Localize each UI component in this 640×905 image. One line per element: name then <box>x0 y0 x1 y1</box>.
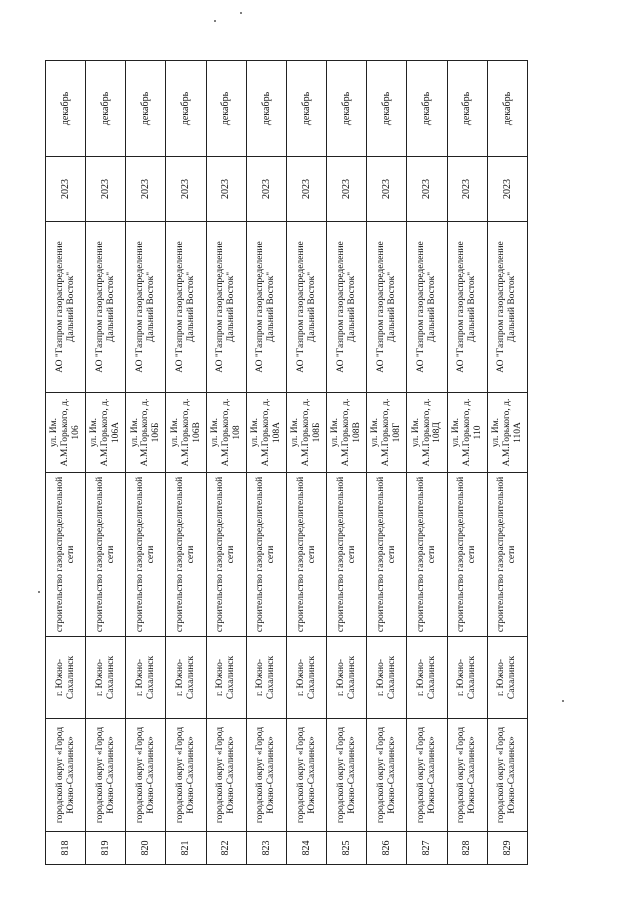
cell-company: АО "Газпром газораспределение Дальний Восток" <box>166 222 206 393</box>
cell-number: 827 <box>407 832 447 865</box>
cell-address: ул. Им. А.М.Горького, д. 108В <box>327 393 367 473</box>
table-row <box>447 61 487 865</box>
cell-month: декабрь <box>46 61 86 157</box>
cell-work-type: строительство газораспределительной сети <box>487 473 527 637</box>
cell-city: г. Южно-Сахалинск <box>367 637 407 719</box>
table-body <box>46 61 528 865</box>
cell-year: 2023 <box>286 157 326 222</box>
table-row <box>407 61 447 865</box>
cell-company: АО "Газпром газораспределение Дальний Восток" <box>447 222 487 393</box>
cell-work-type: строительство газораспределительной сети <box>447 473 487 637</box>
cell-number: 829 <box>487 832 527 865</box>
gasification-schedule-table <box>45 60 528 865</box>
cell-company: АО "Газпром газораспределение Дальний Восток" <box>327 222 367 393</box>
cell-number: 822 <box>206 832 246 865</box>
cell-address: ул. Им. А.М.Горького, д. 106 <box>46 393 86 473</box>
cell-city: г. Южно-Сахалинск <box>86 637 126 719</box>
cell-address: ул. Им. А.М.Горького, д. 110 <box>447 393 487 473</box>
cell-municipality: городской округ «Город Южно-Сахалинск» <box>206 719 246 832</box>
table-row <box>246 61 286 865</box>
cell-year: 2023 <box>86 157 126 222</box>
cell-year: 2023 <box>407 157 447 222</box>
cell-month: декабрь <box>126 61 166 157</box>
cell-month: декабрь <box>487 61 527 157</box>
cell-municipality: городской округ «Город Южно-Сахалинск» <box>447 719 487 832</box>
cell-company: АО "Газпром газораспределение Дальний Восток" <box>86 222 126 393</box>
cell-address: ул. Им. А.М.Горького, д. 108Д <box>407 393 447 473</box>
scan-speck <box>214 20 216 22</box>
cell-month: декабрь <box>286 61 326 157</box>
cell-work-type: строительство газораспределительной сети <box>206 473 246 637</box>
cell-year: 2023 <box>166 157 206 222</box>
scan-speck <box>562 700 564 702</box>
cell-month: декабрь <box>206 61 246 157</box>
cell-month: декабрь <box>166 61 206 157</box>
table-row <box>286 61 326 865</box>
table-row <box>166 61 206 865</box>
cell-company: АО "Газпром газораспределение Дальний Восток" <box>367 222 407 393</box>
cell-number: 820 <box>126 832 166 865</box>
cell-month: декабрь <box>246 61 286 157</box>
cell-work-type: строительство газораспределительной сети <box>126 473 166 637</box>
cell-municipality: городской округ «Город Южно-Сахалинск» <box>246 719 286 832</box>
rotated-page-content <box>45 61 528 865</box>
cell-city: г. Южно-Сахалинск <box>126 637 166 719</box>
cell-year: 2023 <box>46 157 86 222</box>
cell-city: г. Южно-Сахалинск <box>407 637 447 719</box>
cell-municipality: городской округ «Город Южно-Сахалинск» <box>367 719 407 832</box>
table-row <box>46 61 86 865</box>
cell-number: 828 <box>447 832 487 865</box>
table-row <box>86 61 126 865</box>
cell-municipality: городской округ «Город Южно-Сахалинск» <box>487 719 527 832</box>
cell-work-type: строительство газораспределительной сети <box>407 473 447 637</box>
table-row <box>367 61 407 865</box>
cell-number: 819 <box>86 832 126 865</box>
cell-work-type: строительство газораспределительной сети <box>246 473 286 637</box>
cell-number: 823 <box>246 832 286 865</box>
cell-work-type: строительство газораспределительной сети <box>367 473 407 637</box>
cell-year: 2023 <box>447 157 487 222</box>
table-row <box>126 61 166 865</box>
cell-month: декабрь <box>86 61 126 157</box>
cell-city: г. Южно-Сахалинск <box>487 637 527 719</box>
cell-company: АО "Газпром газораспределение Дальний Восток" <box>246 222 286 393</box>
cell-work-type: строительство газораспределительной сети <box>46 473 86 637</box>
cell-municipality: городской округ «Город Южно-Сахалинск» <box>407 719 447 832</box>
cell-municipality: городской округ «Город Южно-Сахалинск» <box>327 719 367 832</box>
cell-city: г. Южно-Сахалинск <box>447 637 487 719</box>
cell-address: ул. Им. А.М.Горького, д. 108 <box>206 393 246 473</box>
cell-municipality: городской округ «Город Южно-Сахалинск» <box>126 719 166 832</box>
cell-work-type: строительство газораспределительной сети <box>327 473 367 637</box>
cell-year: 2023 <box>126 157 166 222</box>
cell-company: АО "Газпром газораспределение Дальний Восток" <box>487 222 527 393</box>
cell-address: ул. Им. А.М.Горького, д. 108А <box>246 393 286 473</box>
cell-city: г. Южно-Сахалинск <box>206 637 246 719</box>
cell-year: 2023 <box>246 157 286 222</box>
cell-month: декабрь <box>327 61 367 157</box>
cell-company: АО "Газпром газораспределение Дальний Восток" <box>46 222 86 393</box>
cell-address: ул. Им. А.М.Горького, д. 106А <box>86 393 126 473</box>
cell-year: 2023 <box>487 157 527 222</box>
cell-municipality: городской округ «Город Южно-Сахалинск» <box>286 719 326 832</box>
cell-number: 818 <box>46 832 86 865</box>
cell-address: ул. Им. А.М.Горького, д. 106Б <box>126 393 166 473</box>
cell-work-type: строительство газораспределительной сети <box>166 473 206 637</box>
table-row <box>206 61 246 865</box>
cell-company: АО "Газпром газораспределение Дальний Восток" <box>286 222 326 393</box>
cell-municipality: городской округ «Город Южно-Сахалинск» <box>86 719 126 832</box>
cell-address: ул. Им. А.М.Горького, д. 108Г <box>367 393 407 473</box>
cell-work-type: строительство газораспределительной сети <box>286 473 326 637</box>
cell-number: 821 <box>166 832 206 865</box>
cell-company: АО "Газпром газораспределение Дальний Восток" <box>126 222 166 393</box>
table-row <box>487 61 527 865</box>
cell-year: 2023 <box>367 157 407 222</box>
cell-company: АО "Газпром газораспределение Дальний Восток" <box>206 222 246 393</box>
cell-work-type: строительство газораспределительной сети <box>86 473 126 637</box>
cell-month: декабрь <box>407 61 447 157</box>
scan-speck <box>240 12 242 14</box>
cell-address: ул. Им. А.М.Горького, д. 108Б <box>286 393 326 473</box>
cell-city: г. Южно-Сахалинск <box>286 637 326 719</box>
cell-number: 826 <box>367 832 407 865</box>
cell-city: г. Южно-Сахалинск <box>246 637 286 719</box>
cell-city: г. Южно-Сахалинск <box>46 637 86 719</box>
cell-city: г. Южно-Сахалинск <box>327 637 367 719</box>
cell-address: ул. Им. А.М.Горького, д. 110А <box>487 393 527 473</box>
cell-address: ул. Им. А.М.Горького, д. 106В <box>166 393 206 473</box>
cell-number: 824 <box>286 832 326 865</box>
scan-speck <box>38 591 40 593</box>
cell-city: г. Южно-Сахалинск <box>166 637 206 719</box>
cell-year: 2023 <box>206 157 246 222</box>
cell-company: АО "Газпром газораспределение Дальний Восток" <box>407 222 447 393</box>
cell-number: 825 <box>327 832 367 865</box>
table-row <box>327 61 367 865</box>
cell-municipality: городской округ «Город Южно-Сахалинск» <box>46 719 86 832</box>
cell-year: 2023 <box>327 157 367 222</box>
cell-month: декабрь <box>447 61 487 157</box>
cell-month: декабрь <box>367 61 407 157</box>
cell-municipality: городской округ «Город Южно-Сахалинск» <box>166 719 206 832</box>
